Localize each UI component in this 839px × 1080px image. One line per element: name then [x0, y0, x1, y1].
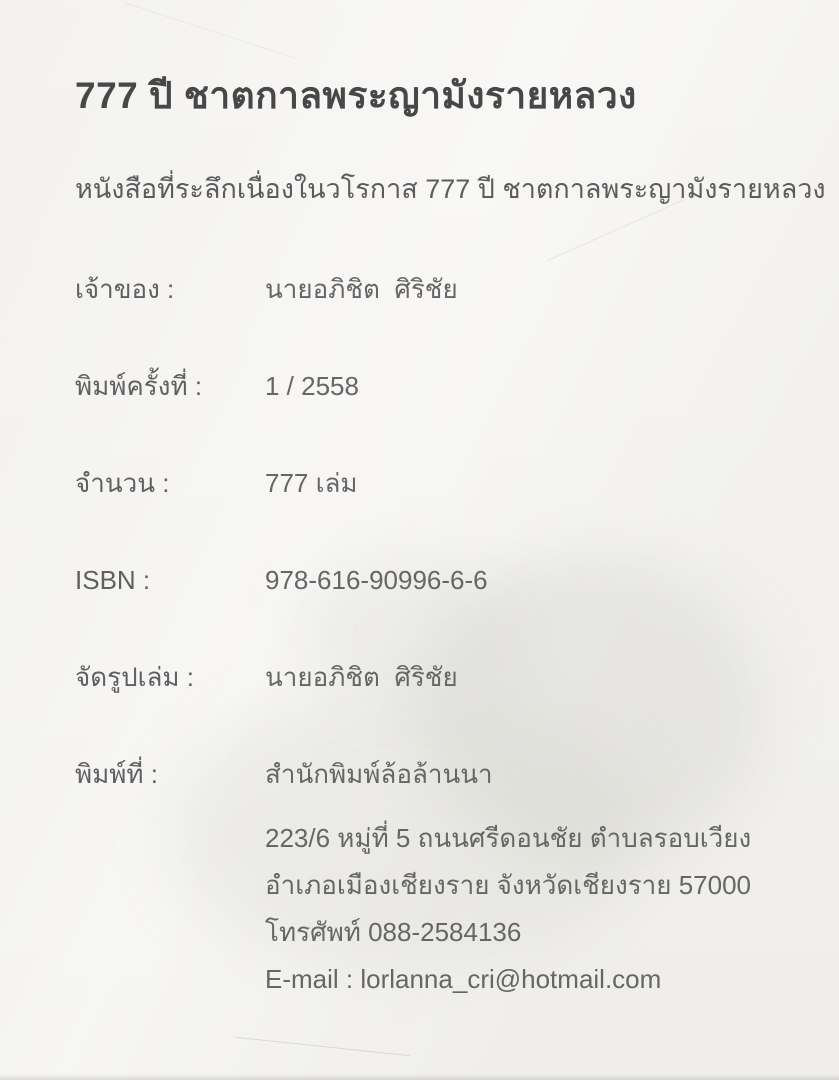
- field-label-printer: พิมพ์ที่ :: [75, 759, 159, 789]
- page-subtitle: หนังสือที่ระลึกเนื่องในวโรกาส 777 ปี ชาตกาลพระญามังรายหลวง: [75, 174, 826, 204]
- printer-address-line1: 223/6 หมู่ที่ 5 ถนนศรีดอนชัย ตำบลรอบเวียง: [265, 823, 752, 853]
- field-value-quantity: 777 เล่ม: [265, 468, 358, 498]
- field-label-isbn: ISBN :: [75, 565, 151, 595]
- field-label-layout: จัดรูปเล่ม :: [75, 662, 194, 692]
- field-row-owner: [75, 270, 799, 308]
- scan-scratch: [124, 2, 295, 59]
- field-row-printer: [75, 755, 799, 1003]
- colophon-fields: [75, 270, 799, 1062]
- field-row-edition: [75, 367, 799, 405]
- printer-details: [265, 755, 751, 1003]
- field-label-quantity: จำนวน :: [75, 468, 170, 498]
- field-value-isbn: 978-616-90996-6-6: [265, 565, 488, 595]
- printer-email: E-mail : lorlanna_cri@hotmail.com: [265, 964, 662, 994]
- printer-phone: โทรศัพท์ 088-2584136: [265, 917, 522, 947]
- field-label-edition: พิมพ์ครั้งที่ :: [75, 371, 203, 401]
- field-value-edition: 1 / 2558: [265, 371, 359, 401]
- field-row-quantity: [75, 464, 799, 502]
- page-title: 777 ปี ชาตกาลพระญามังรายหลวง: [75, 75, 637, 116]
- field-value-owner: นายอภิชิต ศิริชัย: [265, 274, 458, 304]
- field-value-printer: สำนักพิมพ์ล้อล้านนา: [265, 759, 493, 789]
- field-label-owner: เจ้าของ :: [75, 274, 175, 304]
- field-row-layout: [75, 658, 799, 696]
- printer-address: [265, 815, 751, 1003]
- field-value-layout: นายอภิชิต ศิริชัย: [265, 662, 458, 692]
- printer-address-line2: อำเภอเมืองเชียงราย จังหวัดเชียงราย 57000: [265, 870, 752, 900]
- field-row-isbn: [75, 561, 799, 599]
